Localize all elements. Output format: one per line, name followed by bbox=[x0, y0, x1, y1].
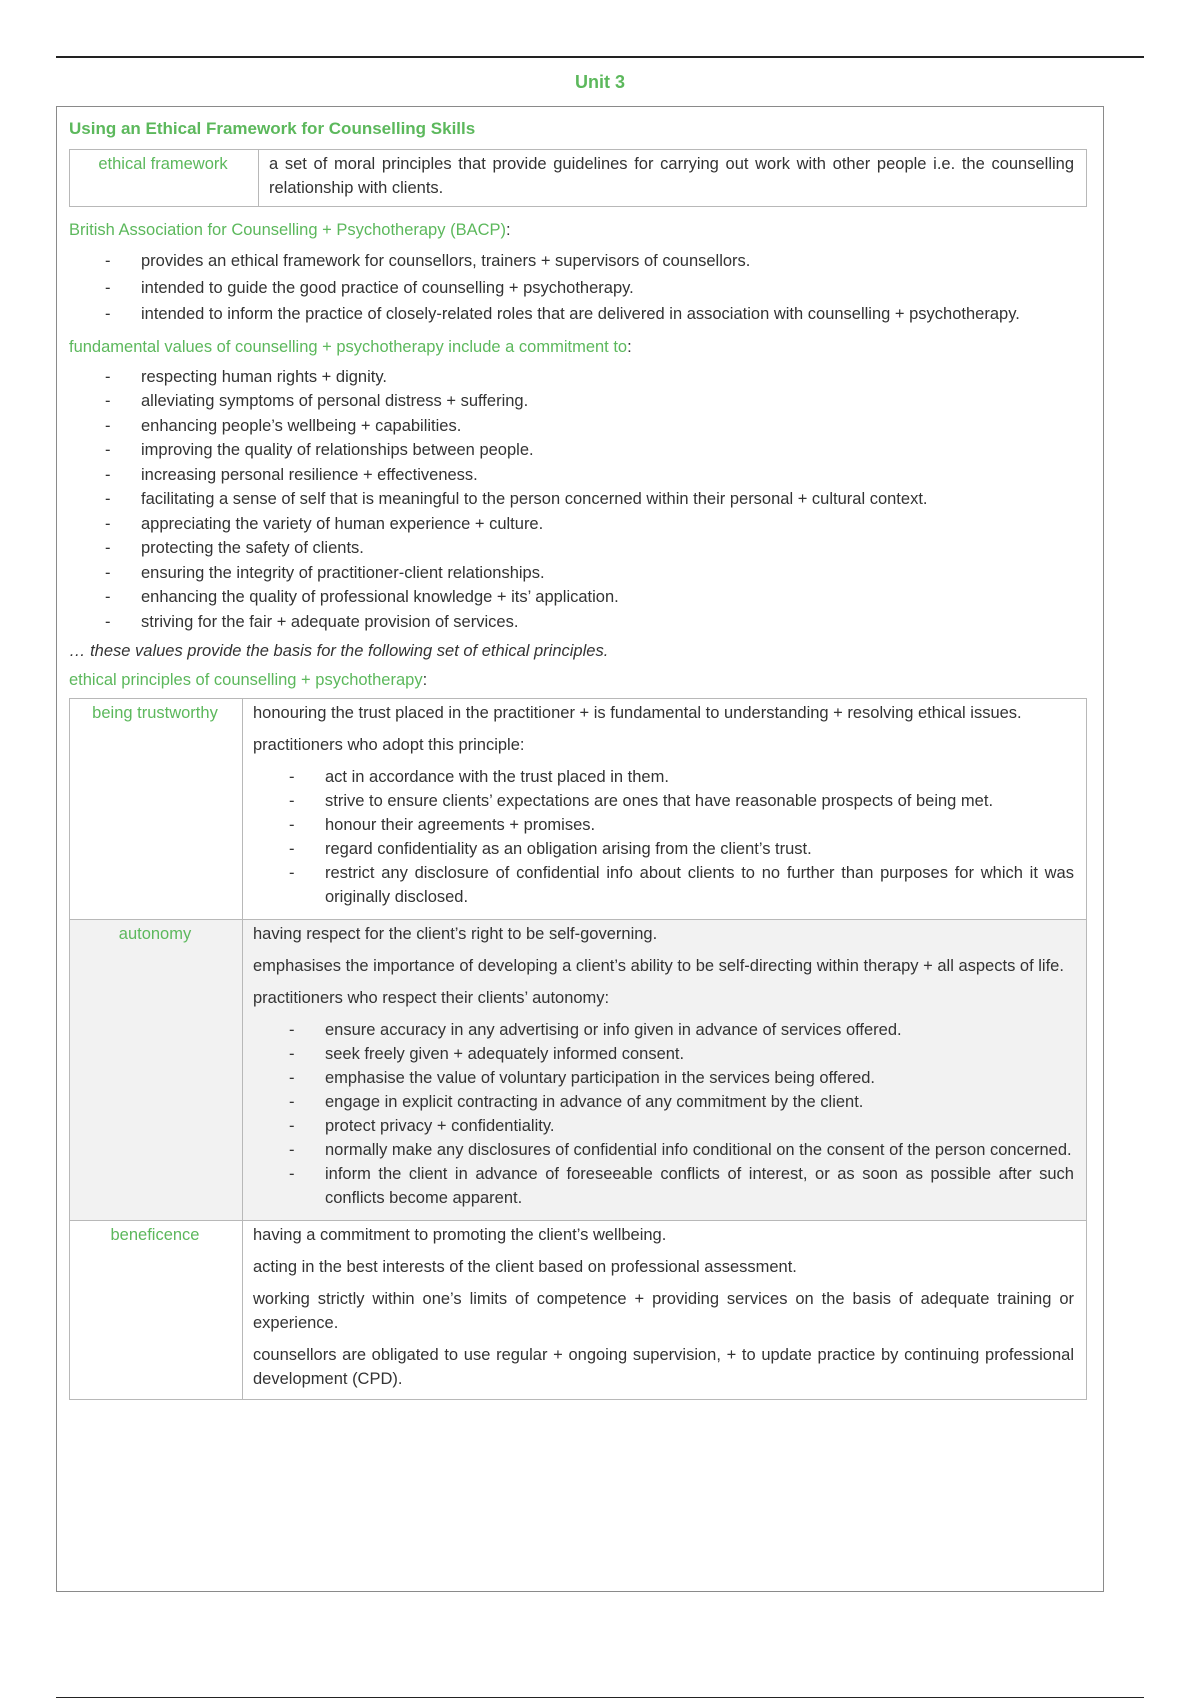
principle-para: practitioners who respect their clients’ autonomy: bbox=[253, 989, 610, 1007]
list-item: - regard confidentiality as an obligation arising from the client’s trust. bbox=[289, 837, 1074, 861]
principles-heading: ethical principles of counselling + psychotherapy: bbox=[69, 671, 428, 689]
definition-term: ethical framework bbox=[70, 150, 259, 207]
principle-para: having respect for the client’s right to be self-governing. bbox=[253, 925, 658, 943]
principle-row-autonomy bbox=[70, 920, 1087, 1221]
list-item: - intended to inform the practice of closely-related roles that are delivered in association with counselling + psychotherapy. bbox=[105, 301, 1087, 328]
principle-term: being trustworthy bbox=[70, 699, 243, 920]
list-item: - ensure accuracy in any advertising or info given in advance of services offered. bbox=[289, 1018, 1074, 1042]
content bbox=[69, 115, 1087, 1400]
bacp-list bbox=[69, 248, 1087, 328]
list-item: - act in accordance with the trust placed in them. bbox=[289, 765, 1074, 789]
content-frame bbox=[56, 106, 1104, 1592]
list-item: - protect privacy + confidentiality. bbox=[289, 1114, 1074, 1138]
values-heading: fundamental values of counselling + psychotherapy include a commitment to: bbox=[69, 337, 632, 356]
list-item: - seek freely given + adequately informed consent. bbox=[289, 1042, 1074, 1066]
list-item: - engage in explicit contracting in advance of any commitment by the client. bbox=[289, 1090, 1074, 1114]
principle-term: autonomy bbox=[70, 920, 243, 1221]
principle-para: emphasises the importance of developing a client’s ability to be self-directing within therapy + all aspects of life. bbox=[253, 957, 1064, 975]
list-item: - intended to guide the good practice of counselling + psychotherapy. bbox=[105, 275, 1087, 302]
list-item: - facilitating a sense of self that is meaningful to the person concerned within their personal + cultural context. bbox=[105, 487, 1087, 512]
list-item: - enhancing the quality of professional knowledge + its’ application. bbox=[105, 585, 1087, 610]
section-title: Using an Ethical Framework for Counselling Skills bbox=[69, 119, 476, 138]
principle-para: working strictly within one’s limits of competence + providing services on the basis of adequate training or experience. bbox=[253, 1290, 1074, 1332]
principle-para: having a commitment to promoting the client’s wellbeing. bbox=[253, 1226, 667, 1244]
list-item: - restrict any disclosure of confidential info about clients to no further than purposes for which it was originally disclosed. bbox=[289, 861, 1074, 909]
list-item: - inform the client in advance of foreseeable conflicts of interest, or as soon as possible after such conflicts become apparent. bbox=[289, 1162, 1074, 1210]
values-note: … these values provide the basis for the following set of ethical principles. bbox=[69, 642, 609, 660]
list-item: - honour their agreements + promises. bbox=[289, 813, 1074, 837]
principle-para: practitioners who adopt this principle: bbox=[253, 736, 525, 754]
bottom-rule bbox=[56, 1697, 1144, 1698]
top-rule bbox=[56, 56, 1144, 58]
principle-body bbox=[243, 1221, 1087, 1400]
principles-table bbox=[69, 698, 1087, 1400]
bacp-heading: British Association for Counselling + Psychotherapy (BACP): bbox=[69, 221, 511, 239]
principle-list bbox=[253, 765, 1074, 909]
principle-body bbox=[243, 699, 1087, 920]
list-item: - ensuring the integrity of practitioner-client relationships. bbox=[105, 561, 1087, 586]
principle-para: acting in the best interests of the client based on professional assessment. bbox=[253, 1258, 797, 1276]
unit-title: Unit 3 bbox=[574, 72, 625, 92]
principle-para: honouring the trust placed in the practitioner + is fundamental to understanding + resolving ethical issues. bbox=[253, 704, 1022, 722]
principle-list bbox=[253, 1018, 1074, 1210]
list-item: - alleviating symptoms of personal distress + suffering. bbox=[105, 389, 1087, 414]
principle-para: counsellors are obligated to use regular + ongoing supervision, + to update practice by continuing professional development (CPD). bbox=[253, 1346, 1074, 1388]
list-item: - protecting the safety of clients. bbox=[105, 536, 1087, 561]
principle-term: beneficence bbox=[70, 1221, 243, 1400]
principle-row-beneficence bbox=[70, 1221, 1087, 1400]
list-item: - increasing personal resilience + effectiveness. bbox=[105, 463, 1087, 488]
list-item: - emphasise the value of voluntary participation in the services being offered. bbox=[289, 1066, 1074, 1090]
list-item: - provides an ethical framework for counsellors, trainers + supervisors of counsellors. bbox=[105, 248, 1087, 275]
list-item: - respecting human rights + dignity. bbox=[105, 365, 1087, 390]
list-item: - normally make any disclosures of confidential info conditional on the consent of the person concerned. bbox=[289, 1138, 1074, 1162]
principle-row-trustworthy bbox=[70, 699, 1087, 920]
list-item: - improving the quality of relationships between people. bbox=[105, 438, 1087, 463]
list-item: - strive to ensure clients’ expectations are ones that have reasonable prospects of being met. bbox=[289, 789, 1074, 813]
list-item: - enhancing people’s wellbeing + capabilities. bbox=[105, 414, 1087, 439]
values-list bbox=[69, 365, 1087, 635]
list-item: - striving for the fair + adequate provision of services. bbox=[105, 610, 1087, 635]
list-item: - appreciating the variety of human experience + culture. bbox=[105, 512, 1087, 537]
definition-text: a set of moral principles that provide guidelines for carrying out work with other people i.e. the counselling relationship with clients. bbox=[259, 150, 1087, 207]
principle-body bbox=[243, 920, 1087, 1221]
definition-table bbox=[69, 149, 1087, 207]
